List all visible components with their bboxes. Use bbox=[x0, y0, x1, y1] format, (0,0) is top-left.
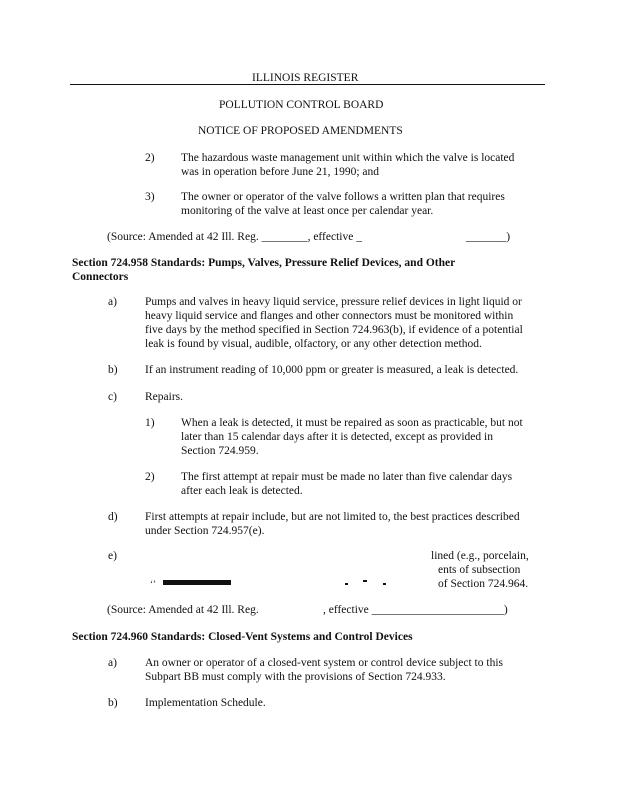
paragraph-line: An owner or operator of a closed-vent system or control device subject to this bbox=[145, 657, 503, 669]
scan-speck bbox=[383, 583, 386, 585]
item-number: 2) bbox=[145, 471, 155, 483]
subsection-label: a) bbox=[108, 657, 117, 669]
fragment-text: ents of subsection bbox=[438, 564, 521, 576]
paragraph-line: Subpart BB must comply with the provisions of Section 724.933. bbox=[145, 671, 446, 683]
item-text-line: The first attempt at repair must be made no later than five calendar days bbox=[181, 471, 513, 483]
paragraph-line: First attempts at repair include, but are not limited to, the best practices described bbox=[145, 511, 520, 523]
redaction-bar bbox=[163, 580, 231, 585]
item-text-line: The hazardous waste management unit within which the valve is located bbox=[181, 152, 515, 164]
paragraph-line: heavy liquid service and flanges and other connectors must be monitored within bbox=[145, 310, 514, 322]
paragraph-line: under Section 724.957(e). bbox=[145, 525, 265, 537]
fragment-text: of Section 724.964. bbox=[438, 578, 529, 590]
source-note-end: _______) bbox=[466, 231, 511, 243]
register-title: ILLINOIS REGISTER bbox=[252, 72, 359, 84]
item-text-line: The owner or operator of the valve follows a written plan that requires bbox=[181, 191, 505, 203]
subsection-label: c) bbox=[108, 391, 117, 403]
subsection-label: b) bbox=[108, 697, 118, 709]
paragraph-line: If an instrument reading of 10,000 ppm or greater is measured, a leak is detected. bbox=[145, 364, 519, 376]
item-text-line: Section 724.959. bbox=[181, 445, 259, 457]
item-text-line: later than 15 calendar days after it is detected, except as provided in bbox=[181, 431, 493, 443]
item-number: 3) bbox=[145, 191, 155, 203]
paragraph-line: leak is found by visual, audible, olfactory, or any other detection method. bbox=[145, 338, 482, 350]
paragraph-line: five days by the method specified in Section 724.963(b), if evidence of a potential bbox=[145, 324, 523, 336]
header-rule bbox=[70, 84, 545, 85]
scan-marks: ʻʼ bbox=[150, 579, 156, 589]
item-text-line: after each leak is detected. bbox=[181, 485, 303, 497]
item-number: 2) bbox=[145, 152, 155, 164]
section-heading-cont: Connectors bbox=[72, 271, 129, 283]
section-heading: Section 724.960 Standards: Closed-Vent Systems and Control Devices bbox=[72, 631, 413, 643]
source-note-effective: , effective _______________________) bbox=[323, 604, 508, 616]
item-text-line: When a leak is detected, it must be repaired as soon as practicable, but not bbox=[181, 417, 523, 429]
source-note: (Source: Amended at 42 Ill. Reg. ________, effective _ bbox=[107, 231, 362, 243]
scan-speck bbox=[345, 583, 348, 585]
scan-speck bbox=[363, 580, 367, 582]
subsection-label: b) bbox=[108, 364, 118, 376]
paragraph-line: Pumps and valves in heavy liquid service, pressure relief devices in light liquid or bbox=[145, 296, 522, 308]
item-text-line: was in operation before June 21, 1990; and bbox=[181, 166, 380, 178]
subsection-label: d) bbox=[108, 511, 118, 523]
item-number: 1) bbox=[145, 417, 155, 429]
paragraph-line: Repairs. bbox=[145, 391, 184, 403]
section-heading: Section 724.958 Standards: Pumps, Valves, Pressure Relief Devices, and Other bbox=[72, 257, 456, 269]
notice-title: NOTICE OF PROPOSED AMENDMENTS bbox=[198, 125, 403, 137]
source-note: (Source: Amended at 42 Ill. Reg. bbox=[107, 604, 259, 616]
fragment-text: lined (e.g., porcelain, bbox=[431, 550, 529, 562]
board-title: POLLUTION CONTROL BOARD bbox=[219, 99, 384, 111]
paragraph-line: Implementation Schedule. bbox=[145, 697, 266, 709]
subsection-label: e) bbox=[108, 550, 117, 562]
item-text-line: monitoring of the valve at least once per calendar year. bbox=[181, 205, 434, 217]
subsection-label: a) bbox=[108, 296, 117, 308]
